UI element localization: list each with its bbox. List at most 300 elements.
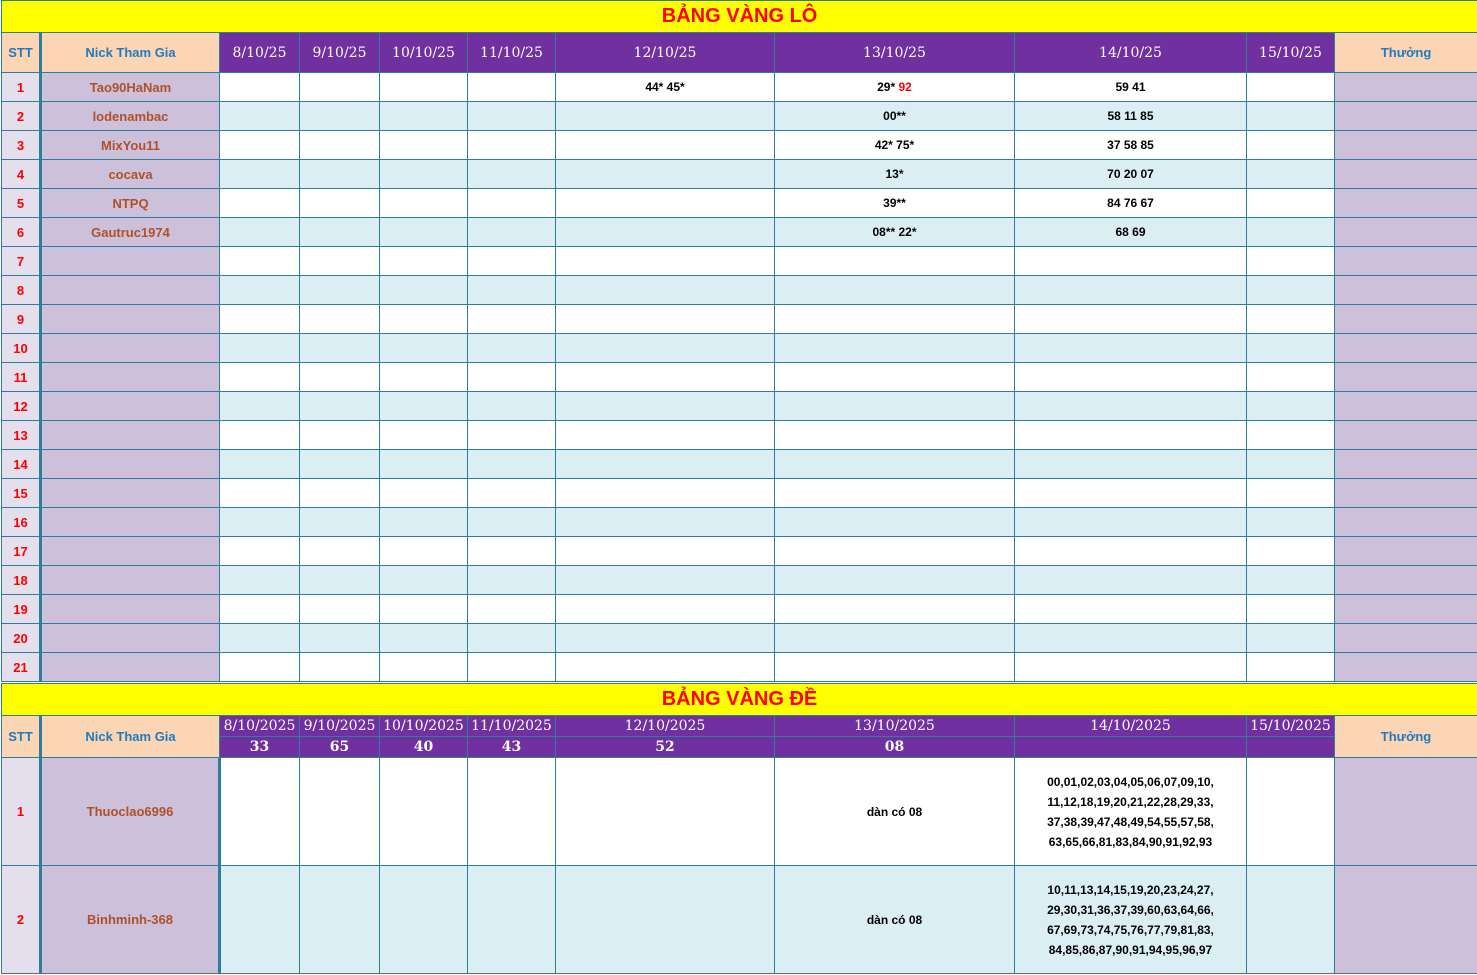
lo-entry-cell xyxy=(380,218,468,247)
lo-entry-cell xyxy=(300,276,380,305)
lo-entry-cell xyxy=(775,363,1015,392)
lo-thuong-cell xyxy=(1335,218,1477,247)
lo-entry-cell xyxy=(1247,392,1335,421)
lo-entry-cell: 84 76 67 xyxy=(1015,189,1247,218)
lo-entry-cell xyxy=(1247,131,1335,160)
lo-entry-cell xyxy=(220,537,300,566)
lo-entry-cell xyxy=(1247,624,1335,653)
lo-stt-cell: 9 xyxy=(2,305,41,334)
de-number-list-text: 00,01,02,03,04,05,06,07,09,10, 11,12,18,19,20,21,22,28,29,33, 37,38,39,47,48,49,54,55,57,58, 63,65,66,81,83,84,90,91,92,93 xyxy=(1047,774,1214,849)
lo-entry-text: 00** xyxy=(883,109,906,123)
de-header-date: 12/10/2025 xyxy=(556,716,775,737)
lo-stt-cell: 15 xyxy=(2,479,41,508)
lo-entry-text: 29* xyxy=(877,80,896,94)
lo-entry-cell xyxy=(556,247,775,276)
lo-entry-cell xyxy=(775,334,1015,363)
lo-entry-cell xyxy=(556,450,775,479)
lo-entry-cell xyxy=(468,653,556,682)
lo-entry-text: 42* 75* xyxy=(874,138,915,152)
lo-entry-cell xyxy=(775,189,1015,218)
lo-entry-cell xyxy=(1015,653,1247,682)
lo-row xyxy=(2,73,1477,102)
de-entry-cell xyxy=(220,866,300,974)
lo-entry-cell xyxy=(1015,305,1247,334)
lo-row xyxy=(2,566,1477,595)
lo-row xyxy=(2,276,1477,305)
lo-stt-cell: 8 xyxy=(2,276,41,305)
lo-entry-cell xyxy=(300,247,380,276)
lo-entry-cell xyxy=(220,566,300,595)
lo-entry-cell xyxy=(300,363,380,392)
de-header-row xyxy=(2,716,1477,737)
lo-header-row xyxy=(2,33,1477,73)
de-result: 40 xyxy=(380,737,468,758)
lo-stt-cell: 4 xyxy=(2,160,41,189)
de-header-nick: Nick Tham Gia xyxy=(41,716,220,758)
lo-nick-cell: lodenambac xyxy=(41,102,220,131)
lo-entry-cell xyxy=(300,450,380,479)
lo-entry-cell xyxy=(556,508,775,537)
lo-entry-cell xyxy=(300,508,380,537)
lo-entry-cell xyxy=(1247,189,1335,218)
lo-entry-cell xyxy=(220,392,300,421)
de-table xyxy=(1,683,1477,974)
lo-entry-text: 08** 22* xyxy=(872,225,917,239)
lo-entry-cell xyxy=(775,421,1015,450)
lo-entry-cell xyxy=(468,392,556,421)
lo-entry-cell xyxy=(1247,363,1335,392)
lo-entry-cell xyxy=(300,334,380,363)
lo-entry-cell xyxy=(380,73,468,102)
lo-entry-cell xyxy=(556,305,775,334)
lo-thuong-cell xyxy=(1335,392,1477,421)
lo-entry-cell xyxy=(775,595,1015,624)
lo-entry-cell xyxy=(1247,537,1335,566)
lo-entry-cell xyxy=(1015,624,1247,653)
lo-entry-cell xyxy=(468,160,556,189)
lo-entry-cell xyxy=(775,247,1015,276)
lo-entry-cell xyxy=(380,334,468,363)
lo-nick-cell xyxy=(41,247,220,276)
lo-entry-cell xyxy=(556,624,775,653)
lo-entry-cell: 58 11 85 xyxy=(1015,102,1247,131)
lo-entry-cell xyxy=(468,421,556,450)
lo-thuong-cell xyxy=(1335,334,1477,363)
lo-entry-cell xyxy=(775,131,1015,160)
lo-entry-cell xyxy=(300,566,380,595)
lo-nick-cell xyxy=(41,566,220,595)
de-entry-cell xyxy=(556,758,775,866)
lo-entry-cell xyxy=(220,160,300,189)
lo-entry-cell xyxy=(300,421,380,450)
lo-row xyxy=(2,305,1477,334)
lo-entry-cell xyxy=(380,392,468,421)
lo-nick-cell xyxy=(41,450,220,479)
lo-entry-cell xyxy=(775,566,1015,595)
lo-entry-cell xyxy=(380,305,468,334)
lo-entry-cell: 59 41 xyxy=(1015,73,1247,102)
lo-nick-cell xyxy=(41,508,220,537)
de-header-date: 15/10/2025 xyxy=(1247,716,1335,737)
lo-entry-cell xyxy=(380,160,468,189)
lo-stt-cell: 12 xyxy=(2,392,41,421)
lo-header-date: 11/10/25 xyxy=(468,33,556,73)
lo-entry-cell xyxy=(775,508,1015,537)
lo-entry-cell xyxy=(380,537,468,566)
lo-entry-cell xyxy=(468,479,556,508)
lo-entry-cell xyxy=(380,421,468,450)
lo-thuong-cell xyxy=(1335,160,1477,189)
lo-stt-cell: 20 xyxy=(2,624,41,653)
lo-entry-cell xyxy=(468,247,556,276)
lo-header-nick: Nick Tham Gia xyxy=(41,33,220,73)
lo-nick-cell: Tao90HaNam xyxy=(41,73,220,102)
lo-entry-cell: 68 69 xyxy=(1015,218,1247,247)
lo-entry-cell xyxy=(220,450,300,479)
lo-row xyxy=(2,189,1477,218)
lo-thuong-cell xyxy=(1335,624,1477,653)
lo-entry-cell: 37 58 85 xyxy=(1015,131,1247,160)
lo-stt-cell: 3 xyxy=(2,131,41,160)
lo-title: BẢNG VÀNG LÔ xyxy=(2,1,1477,33)
lo-entry-cell xyxy=(380,624,468,653)
de-header-date: 13/10/2025 xyxy=(775,716,1015,737)
lo-row xyxy=(2,653,1477,682)
de-header-stt: STT xyxy=(2,716,41,758)
lo-header-date: 15/10/25 xyxy=(1247,33,1335,73)
lo-entry-cell xyxy=(220,102,300,131)
lo-row xyxy=(2,479,1477,508)
lo-entry-cell xyxy=(380,363,468,392)
lo-thuong-cell xyxy=(1335,537,1477,566)
lo-stt-cell: 11 xyxy=(2,363,41,392)
de-stt-cell: 2 xyxy=(2,866,41,974)
de-entry-cell xyxy=(380,866,468,974)
lo-entry-cell xyxy=(220,131,300,160)
de-header-date: 8/10/2025 xyxy=(220,716,300,737)
de-result: 65 xyxy=(300,737,380,758)
lo-entry-cell xyxy=(380,508,468,537)
de-entry-cell xyxy=(468,866,556,974)
lo-entry-cell xyxy=(1015,421,1247,450)
lo-entry-cell xyxy=(220,421,300,450)
lo-nick-cell xyxy=(41,653,220,682)
lo-nick-cell xyxy=(41,392,220,421)
lo-row xyxy=(2,363,1477,392)
lo-entry-cell xyxy=(1247,218,1335,247)
lo-stt-cell: 18 xyxy=(2,566,41,595)
lo-entry-cell xyxy=(556,392,775,421)
lo-stt-cell: 19 xyxy=(2,595,41,624)
lo-entry-cell xyxy=(556,363,775,392)
lo-entry-cell xyxy=(556,653,775,682)
lo-entry-cell xyxy=(1015,363,1247,392)
lo-entry-cell xyxy=(775,537,1015,566)
lo-stt-cell: 2 xyxy=(2,102,41,131)
lo-thuong-cell xyxy=(1335,479,1477,508)
lo-entry-cell xyxy=(300,218,380,247)
de-thuong-cell xyxy=(1335,866,1477,974)
lo-stt-cell: 6 xyxy=(2,218,41,247)
lo-entry-cell xyxy=(468,131,556,160)
lo-row xyxy=(2,247,1477,276)
lo-entry-cell xyxy=(468,334,556,363)
lo-entry-cell xyxy=(775,102,1015,131)
lo-thuong-cell xyxy=(1335,421,1477,450)
de-entry-cell xyxy=(1247,758,1335,866)
lo-entry-cell xyxy=(556,334,775,363)
lo-thuong-cell xyxy=(1335,73,1477,102)
lo-entry-cell xyxy=(468,450,556,479)
lo-nick-cell: cocava xyxy=(41,160,220,189)
lo-entry-cell xyxy=(468,508,556,537)
de-row xyxy=(2,866,1477,974)
lo-entry-cell xyxy=(220,247,300,276)
de-nick-cell: Thuoclao6996 xyxy=(41,758,220,866)
lo-entry-cell xyxy=(1247,421,1335,450)
lo-entry-cell xyxy=(556,218,775,247)
lo-entry-text-hit: 92 xyxy=(898,80,912,94)
lo-row xyxy=(2,508,1477,537)
lo-thuong-cell xyxy=(1335,131,1477,160)
lo-row xyxy=(2,421,1477,450)
lo-entry-cell xyxy=(468,102,556,131)
de-result-row xyxy=(2,737,1477,758)
lo-stt-cell: 16 xyxy=(2,508,41,537)
lo-entry-cell xyxy=(1015,595,1247,624)
lo-entry-cell xyxy=(1015,392,1247,421)
lo-entry-cell xyxy=(468,595,556,624)
de-result xyxy=(1015,737,1247,758)
lo-entry-cell xyxy=(220,653,300,682)
lo-entry-cell xyxy=(468,566,556,595)
lo-entry-cell xyxy=(380,653,468,682)
de-result xyxy=(1247,737,1335,758)
lo-stt-cell: 1 xyxy=(2,73,41,102)
lo-thuong-cell xyxy=(1335,450,1477,479)
lo-entry-cell xyxy=(220,189,300,218)
lo-entry-cell xyxy=(1247,160,1335,189)
lo-header-stt: STT xyxy=(2,33,41,73)
lo-entry-cell xyxy=(556,276,775,305)
lo-entry-cell xyxy=(468,189,556,218)
lo-entry-cell xyxy=(300,537,380,566)
lo-nick-cell: Gautruc1974 xyxy=(41,218,220,247)
lo-row xyxy=(2,624,1477,653)
lo-entry-cell xyxy=(380,479,468,508)
lo-entry-cell xyxy=(556,189,775,218)
lo-thuong-cell xyxy=(1335,566,1477,595)
lo-row xyxy=(2,537,1477,566)
lo-row xyxy=(2,131,1477,160)
de-entry-cell: dàn có 08 xyxy=(775,758,1015,866)
lo-entry-cell xyxy=(1247,247,1335,276)
lo-entry-cell xyxy=(1247,102,1335,131)
lo-entry-cell xyxy=(380,131,468,160)
lo-entry-cell xyxy=(1247,653,1335,682)
de-entry-cell xyxy=(1247,866,1335,974)
lo-entry-cell xyxy=(468,537,556,566)
lo-entry-cell xyxy=(220,363,300,392)
lo-entry-cell xyxy=(300,73,380,102)
lo-entry-cell xyxy=(380,102,468,131)
lo-stt-cell: 21 xyxy=(2,653,41,682)
de-result: 43 xyxy=(468,737,556,758)
lo-nick-cell xyxy=(41,363,220,392)
de-stt-cell: 1 xyxy=(2,758,41,866)
de-entry-cell xyxy=(300,758,380,866)
lo-row xyxy=(2,218,1477,247)
lo-thuong-cell xyxy=(1335,363,1477,392)
de-entry-cell xyxy=(556,866,775,974)
lo-entry-cell xyxy=(775,450,1015,479)
lo-entry-cell xyxy=(300,305,380,334)
lo-entry-cell xyxy=(468,276,556,305)
lo-nick-cell xyxy=(41,479,220,508)
lo-entry-cell xyxy=(556,131,775,160)
lo-entry-cell xyxy=(556,566,775,595)
lo-entry-cell xyxy=(300,624,380,653)
lo-entry-cell xyxy=(1247,479,1335,508)
lo-entry-cell xyxy=(556,421,775,450)
lo-stt-cell: 17 xyxy=(2,537,41,566)
lo-entry-cell xyxy=(1015,247,1247,276)
lo-thuong-cell xyxy=(1335,247,1477,276)
lo-entry-cell xyxy=(556,102,775,131)
lo-entry-cell xyxy=(1247,508,1335,537)
de-header-date: 9/10/2025 xyxy=(300,716,380,737)
lo-header-date: 12/10/25 xyxy=(556,33,775,73)
lo-entry-cell xyxy=(1015,479,1247,508)
de-title: BẢNG VÀNG ĐỀ xyxy=(2,684,1477,716)
lo-entry-cell xyxy=(1247,305,1335,334)
lo-stt-cell: 5 xyxy=(2,189,41,218)
lo-row xyxy=(2,160,1477,189)
lo-entry-cell xyxy=(1015,508,1247,537)
de-result: 08 xyxy=(775,737,1015,758)
lo-entry-text: 13* xyxy=(885,167,904,181)
lo-entry-cell xyxy=(1247,73,1335,102)
lo-entry-text: 39** xyxy=(883,196,906,210)
de-header-thuong: Thưởng xyxy=(1335,716,1477,758)
lo-entry-cell xyxy=(556,595,775,624)
de-entry-cell xyxy=(300,866,380,974)
lo-row xyxy=(2,102,1477,131)
lo-entry-cell xyxy=(300,189,380,218)
lo-thuong-cell xyxy=(1335,276,1477,305)
lo-entry-cell xyxy=(775,305,1015,334)
lo-entry-cell xyxy=(1015,276,1247,305)
lo-thuong-cell xyxy=(1335,508,1477,537)
lo-header-date: 14/10/25 xyxy=(1015,33,1247,73)
lo-nick-cell xyxy=(41,276,220,305)
lo-entry-cell xyxy=(300,392,380,421)
lo-entry-cell xyxy=(556,479,775,508)
lo-entry-cell xyxy=(1247,566,1335,595)
lo-entry-cell: 70 20 07 xyxy=(1015,160,1247,189)
lo-entry-cell xyxy=(775,479,1015,508)
lo-entry-cell xyxy=(468,363,556,392)
lo-row xyxy=(2,334,1477,363)
lo-row xyxy=(2,450,1477,479)
lo-nick-cell xyxy=(41,305,220,334)
lo-entry-cell xyxy=(468,218,556,247)
lo-entry-cell xyxy=(220,479,300,508)
lo-entry-cell: 44* 45* xyxy=(556,73,775,102)
lo-entry-cell xyxy=(300,653,380,682)
de-header-date: 11/10/2025 xyxy=(468,716,556,737)
lo-table xyxy=(1,0,1477,682)
de-row xyxy=(2,758,1477,866)
de-entry-cell xyxy=(468,758,556,866)
lo-entry-cell xyxy=(1015,537,1247,566)
lo-entry-cell xyxy=(300,160,380,189)
lo-entry-cell xyxy=(220,334,300,363)
lo-entry-cell xyxy=(220,508,300,537)
lo-stt-cell: 7 xyxy=(2,247,41,276)
lo-stt-cell: 13 xyxy=(2,421,41,450)
lo-entry-cell xyxy=(380,595,468,624)
de-nick-cell: Binhminh-368 xyxy=(41,866,220,974)
lo-thuong-cell xyxy=(1335,595,1477,624)
lo-entry-cell xyxy=(220,73,300,102)
de-entry-cell xyxy=(380,758,468,866)
lo-entry-cell xyxy=(468,624,556,653)
lo-entry-cell xyxy=(380,276,468,305)
de-number-list-text: 10,11,13,14,15,19,20,23,24,27, 29,30,31,36,37,39,60,63,64,66, 67,69,73,74,75,76,77,79,81,83, 84,85,86,87,90,91,94,95,96,97 xyxy=(1047,882,1214,957)
lo-row xyxy=(2,392,1477,421)
lo-entry-cell xyxy=(380,450,468,479)
lo-entry-cell xyxy=(300,595,380,624)
de-result: 52 xyxy=(556,737,775,758)
de-number-list xyxy=(1015,866,1247,974)
lo-entry-cell xyxy=(468,305,556,334)
lo-entry-cell xyxy=(220,624,300,653)
lo-entry-cell xyxy=(775,160,1015,189)
lo-row xyxy=(2,595,1477,624)
lo-thuong-cell xyxy=(1335,102,1477,131)
lo-nick-cell xyxy=(41,624,220,653)
lo-nick-cell: MixYou11 xyxy=(41,131,220,160)
lo-entry-cell xyxy=(775,218,1015,247)
lo-entry-cell xyxy=(220,305,300,334)
lo-thuong-cell xyxy=(1335,653,1477,682)
lo-entry-cell xyxy=(300,479,380,508)
lo-entry-cell xyxy=(556,160,775,189)
lo-entry-cell xyxy=(1015,334,1247,363)
lo-entry-cell xyxy=(380,189,468,218)
lo-thuong-cell xyxy=(1335,305,1477,334)
lo-nick-cell: NTPQ xyxy=(41,189,220,218)
lo-entry-cell xyxy=(1015,566,1247,595)
de-number-list xyxy=(1015,758,1247,866)
lo-header-date: 13/10/25 xyxy=(775,33,1015,73)
de-header-date: 14/10/2025 xyxy=(1015,716,1247,737)
lo-entry-cell xyxy=(1247,450,1335,479)
lo-entry-cell xyxy=(775,276,1015,305)
lo-entry-cell xyxy=(220,218,300,247)
lo-entry-cell xyxy=(380,566,468,595)
lo-stt-cell: 14 xyxy=(2,450,41,479)
lo-entry-cell xyxy=(775,624,1015,653)
lo-entry-cell xyxy=(468,73,556,102)
lo-stt-cell: 10 xyxy=(2,334,41,363)
lo-nick-cell xyxy=(41,595,220,624)
lo-entry-cell xyxy=(775,653,1015,682)
lo-nick-cell xyxy=(41,421,220,450)
lo-entry-cell xyxy=(775,73,1015,102)
de-result: 33 xyxy=(220,737,300,758)
